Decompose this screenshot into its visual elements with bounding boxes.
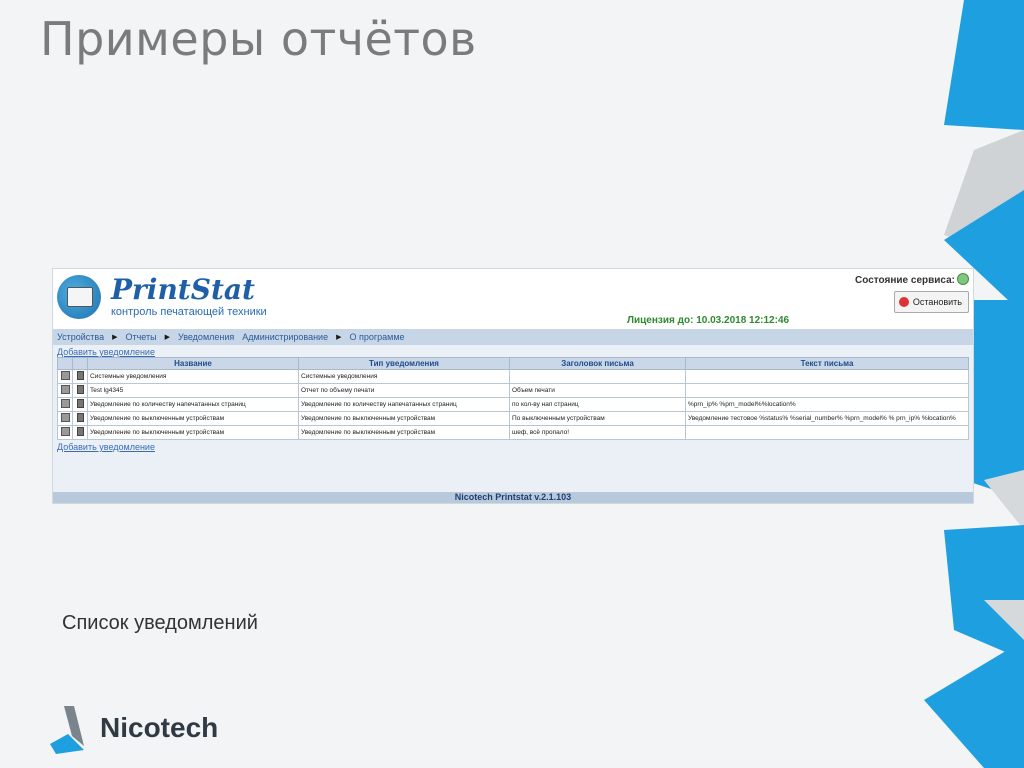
slide-caption: Список уведомлений [62,612,258,634]
cell-subject: шеф, всё пропало! [510,426,686,440]
cell-subject: По выключенным устройствам [510,412,686,426]
stop-button[interactable] [894,291,969,313]
app-header [53,269,973,329]
edit-icon[interactable] [61,371,70,380]
cell-text [686,370,969,384]
cell-name: Уведомление по выключенным устройствам [88,412,299,426]
trash-icon[interactable] [77,371,84,380]
arrow-right-icon: ▶ [336,334,342,341]
cell-subject: Объем печати [510,384,686,398]
menu-item-about[interactable]: О программе [349,332,405,342]
cell-subject [510,370,686,384]
edit-icon[interactable] [61,427,70,436]
cell-text: %prn_ip% %prn_model%%location% [686,398,969,412]
edit-cell[interactable] [58,426,73,440]
table-header-edit [58,358,73,370]
cell-type: Отчет по объему печати [299,384,510,398]
add-notification-link-bottom[interactable]: Добавить уведомление [57,442,155,452]
cell-name: Test lg4345 [88,384,299,398]
app-logo-text: PrintStat [111,273,255,306]
column-header-subject: Заголовок письма [510,358,686,370]
arrow-right-icon: ▶ [112,334,118,341]
delete-cell[interactable] [73,426,88,440]
cell-name: Уведомление по количеству напечатанных страниц [88,398,299,412]
delete-cell[interactable] [73,384,88,398]
table-row [58,412,969,426]
column-header-type: Тип уведомления [299,358,510,370]
service-status-icon [957,273,969,285]
edit-icon[interactable] [61,413,70,422]
edit-cell[interactable] [58,398,73,412]
cell-name: Системные уведомления [88,370,299,384]
column-header-text: Текст письма [686,358,969,370]
cell-text: Уведомление тестовое %status% %serial_number% %prn_model% % prn_ip% %location% [686,412,969,426]
table-header-delete [73,358,88,370]
printer-icon [67,287,93,307]
cell-type: Уведомление по количеству напечатанных страниц [299,398,510,412]
add-notification-link[interactable]: Добавить уведомление [57,347,155,357]
cell-type: Уведомление по выключенным устройствам [299,412,510,426]
table-row [58,398,969,412]
table-row [58,370,969,384]
delete-cell[interactable] [73,370,88,384]
cell-name: Уведомление по выключенным устройствам [88,426,299,440]
cell-type: Системные уведомления [299,370,510,384]
menu-item-reports[interactable]: Отчеты [125,332,157,342]
trash-icon[interactable] [77,385,84,394]
table-header-row [58,358,969,370]
license-info: Лицензия до: 10.03.2018 12:12:46 [627,315,790,326]
edit-icon[interactable] [61,385,70,394]
cell-text [686,426,969,440]
trash-icon[interactable] [77,399,84,408]
main-menu [53,329,973,345]
menu-item-administration[interactable]: Администрирование [242,332,329,342]
edit-cell[interactable] [58,370,73,384]
edit-icon[interactable] [61,399,70,408]
cell-text [686,384,969,398]
edit-cell[interactable] [58,412,73,426]
stop-button-label: Остановить [912,297,962,307]
arrow-right-icon: ▶ [164,334,170,341]
nicotech-logo-text: Nicotech [100,712,219,743]
trash-icon[interactable] [77,427,84,436]
stop-icon [899,297,909,307]
version-footer: Nicotech Printstat v.2.1.103 [53,492,973,503]
service-status-label: Состояние сервиса: [855,275,955,286]
notifications-table [57,357,969,440]
slide-title: Примеры отчётов [40,12,477,66]
cell-type: Уведомление по выключенным устройствам [299,426,510,440]
table-row [58,426,969,440]
edit-cell[interactable] [58,384,73,398]
menu-item-notifications[interactable]: Уведомления [177,332,235,342]
printstat-screenshot [52,268,974,504]
delete-cell[interactable] [73,412,88,426]
cell-subject: по кол-ву нап страниц [510,398,686,412]
delete-cell[interactable] [73,398,88,412]
nicotech-logo-icon [50,706,94,754]
column-header-name: Название [88,358,299,370]
menu-item-devices[interactable]: Устройства [57,332,105,342]
trash-icon[interactable] [77,413,84,422]
app-logo-subtitle: контроль печатающей техники [111,306,267,318]
table-row [58,384,969,398]
